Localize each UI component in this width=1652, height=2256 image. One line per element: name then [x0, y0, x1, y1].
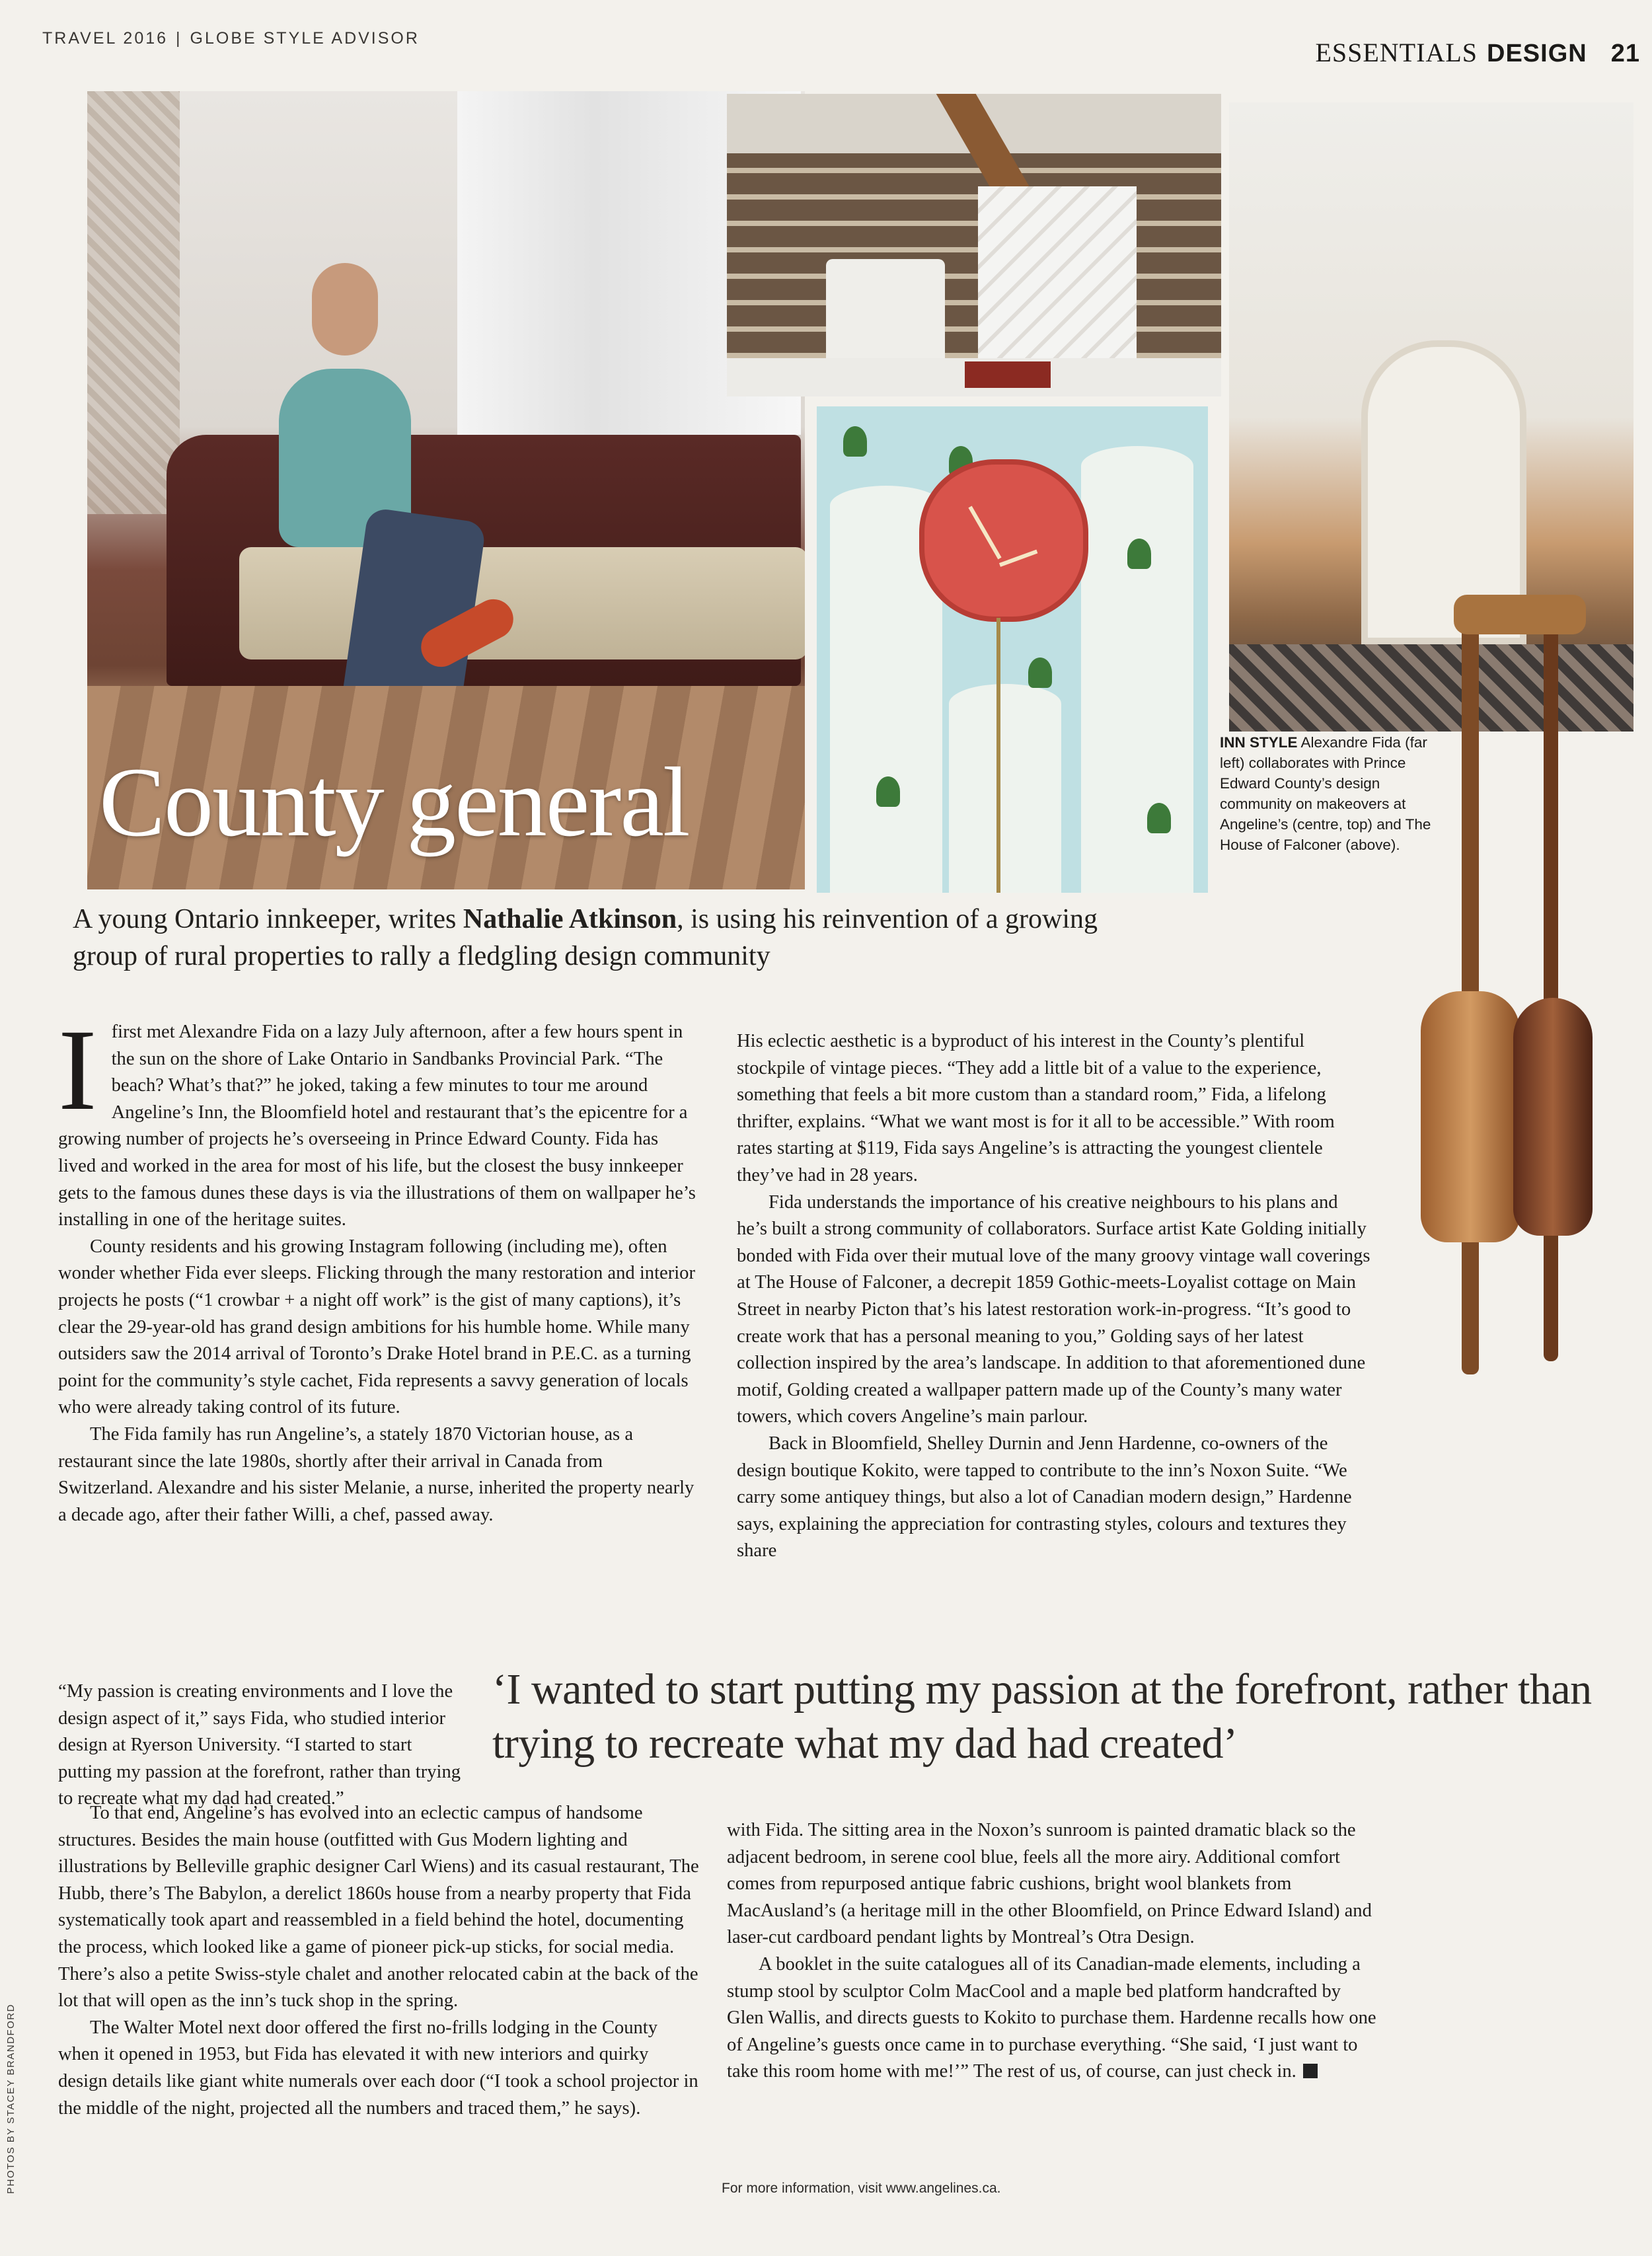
paddle-shaft — [1544, 621, 1558, 1361]
header-separator: | — [176, 29, 182, 48]
design-label: DESIGN — [1487, 40, 1587, 67]
paragraph-text: first met Alexandre Fida on a lazy July afternoon, after a few hours spent in the sun on the shore of Lake Ontario in Sandbanks Provincial Park. “The beach? What’s that?” he joked, taking a few minutes to tour me around Angeline’s Inn, the Bloomfield hotel and restaurant that’s the epicentre for a growing number of projects he’s overseeing in Prince Edward County. Fida has lived and worked in the area for most of his life, but the closest the busy innkeeper gets to the famous dunes these days is via the illustrations of them on wallpaper he’s installing in one of the heritage suites. — [58, 1022, 696, 1230]
paragraph: with Fida. The sitting area in the Noxon’s sunroom is painted dramatic black so the adjacent bedroom, in serene cool blue, feels all the more airy. Additional comfort comes from repurposed antique fabric cushions, bright wool blankets from MacAusland’s (a heritage mill in the other Bloomfield, on Prince Edward Island) and laser-cut cardboard pendant lights by Montreal’s Otra Design. — [727, 1820, 1372, 1948]
tree-motif — [1127, 539, 1151, 569]
wallpaper-panel — [87, 91, 180, 514]
paragraph — [727, 1951, 1381, 2086]
caption-lead: INN STYLE — [1220, 734, 1298, 751]
man-head — [312, 263, 378, 356]
paragraph: His eclectic aesthetic is a byproduct of his interest in the County’s plentiful stockpile of vintage pieces. “They add a little bit of a value to the experience, something that feels a bit more custom than a standard room,” Fida, a lifelong thrifter, explains. “What we want most is for it all to be accessible.” With room rates starting at $119, Fida says Angeline’s is attracting the youngest clientele they’ve had in 28 years. — [737, 1031, 1335, 1185]
tree-motif — [876, 776, 900, 807]
paragraph: The Fida family has run Angeline’s, a stately 1870 Victorian house, as a restaurant since the late 1980s, shortly after their arrival in Canada from Switzerland. Alexandre and his sister Melanie, a nurse, inherited the property nearly a decade ago, after their father Willi, a chef, passed away. — [58, 1423, 695, 1525]
staircase — [978, 186, 1137, 358]
paragraph: County residents and his growing Instagram following (including me), often wonder whether Fida ever sleeps. Flicking through the many restoration and interior projects he posts (“1 crowbar + a night off work” is the gist of many captions), it’s clear the 29-year-old has grand design ambitions for his humble home. While many outsiders saw the 2014 arrival of Toronto’s Drake Hotel brand in P.E.C. as a turning point for the community’s style cachet, Fida represents a savvy generation of locals who were already taking control of its future. — [58, 1236, 695, 1418]
author-name: Nathalie Atkinson — [463, 904, 677, 934]
paragraph — [58, 1006, 699, 1234]
paragraph: Back in Bloomfield, Shelley Durnin and Jenn Hardenne, co-owners of the design boutique Kokito, were tapped to contribute to the inn’s Noxon Suite. “We carry some antiquey things, but also a lot of Canadian modern design,” Hardenne says, explaining the appreciation for contrasting styles, colours and textures they share — [737, 1433, 1352, 1561]
wooden-paddle — [1513, 998, 1593, 1236]
photo-caption — [1220, 732, 1438, 855]
page-number: 21 — [1610, 40, 1640, 67]
article-column-2 — [737, 1028, 1371, 1565]
drop-cap: I — [58, 1006, 97, 1135]
article-column-1-narrow — [58, 1512, 468, 1813]
deck-text: , is using his reinvention of a growing group of rural properties to rally a fledgling design community — [73, 904, 1098, 971]
rug — [965, 361, 1051, 388]
pull-quote: ‘I wanted to start putting my passion at the forefront, rather than trying to recreate what my dad had created’ — [492, 1665, 1592, 1768]
photo-credit: PHOTOS BY STACEY BRANDFORD — [5, 2004, 17, 2194]
clock-wallpaper-photo — [817, 406, 1208, 893]
end-mark-icon — [1303, 2064, 1318, 2078]
house-of-falconer-photo — [1229, 102, 1633, 732]
clock-cord — [996, 618, 1000, 893]
publication-name: GLOBE STYLE ADVISOR — [190, 29, 420, 48]
deck-text: A young Ontario innkeeper, writes — [73, 904, 463, 934]
tree-motif — [843, 426, 867, 457]
tree-motif — [1028, 658, 1052, 688]
section-header — [1315, 37, 1640, 68]
section-label: TRAVEL 2016 — [42, 29, 169, 48]
paragraph: The Walter Motel next door offered the first no-frills lodging in the County when it opened in 1953, but Fida has elevated it with new interiors and quirky design details like giant white numerals over each door (“I took a school projector in the middle of the night, projected all the numbers and traced them,” he says). — [58, 2017, 698, 2119]
more-information: For more information, visit www.angelines.ca. — [722, 2181, 1001, 2196]
paragraph: To that end, Angeline’s has evolved into an eclectic campus of handsome structures. Besides the main house (outfitted with Gus Modern lighting and illustrations by Belleville graphic designer Carl Wiens) and its casual restaurant, The Hubb, there’s The Babylon, a derelict 1860s house from a nearby property that Fida systematically took apart and reassembled in a field behind the hotel, documenting the process, which looked like a game of pioneer pick-up sticks, for social media. There’s also a petite Swiss-style chalet and another relocated cabin at the back of the lot that will open as the inn’s tuck shop in the spring. — [58, 1803, 699, 2012]
red-clock — [919, 459, 1088, 622]
sofa-cushion — [239, 547, 805, 659]
bedroom-photo — [727, 94, 1221, 396]
headline: County general — [99, 747, 689, 857]
wooden-paddle — [1421, 991, 1520, 1242]
paddle-rack — [1454, 595, 1586, 634]
paragraph: Fida understands the importance of his creative neighbours to his plans and he’s built a strong community of collaborators. Surface artist Kate Golding initially bonded with Fida over their mutual love of the many groovy vintage wall coverings at The House of Falconer, a decrepit 1859 Gothic-meets-Loyalist cottage on Main Street in nearby Picton that’s his latest restoration work-in-progress. “It’s good to create work that has a personal meaning to you,” Golding says of her latest collection inspired by the area’s landscape. In addition to that aforementioned dune motif, Golding created a wallpaper pattern made up of the County’s many water towers, which covers Angeline’s main parlour. — [737, 1191, 1370, 1427]
article-column-1 — [58, 1006, 699, 1528]
running-header — [42, 29, 420, 48]
paragraph-text: A booklet in the suite catalogues all of its Canadian-made elements, including a stump stool by sculptor Colm MacCool and a maple bed platform handcrafted by Glen Wallis, and directs guests to Kokito to purchase them. Hardenne recalls how one of Angeline’s guests once came in to purchase everything. “She said, ‘I just want to take this room home with me!’” The rest of us, of course, can just check in. — [727, 1953, 1376, 2082]
caption-text: Alexandre Fida (far left) collaborates with Prince Edward County’s design community on makeovers at Angeline’s (centre, top) and The House of Falconer (above). — [1220, 734, 1431, 853]
essentials-label: ESSENTIALS — [1315, 38, 1478, 67]
water-tower — [1081, 446, 1193, 893]
article-column-2-lower — [727, 1817, 1381, 2086]
article-deck — [73, 901, 1130, 975]
water-tower — [949, 684, 1061, 893]
tile-floor — [1229, 644, 1633, 732]
bed — [826, 259, 945, 365]
article-column-1-lower — [58, 1800, 699, 2122]
tree-motif — [1147, 803, 1171, 833]
paragraph: “My passion is creating environments and I love the design aspect of it,” says Fida, who studied interior design at Ryerson University. “I started to start putting my passion at the forefront, rather than trying to recreate what my dad had created.” — [58, 1681, 461, 1809]
